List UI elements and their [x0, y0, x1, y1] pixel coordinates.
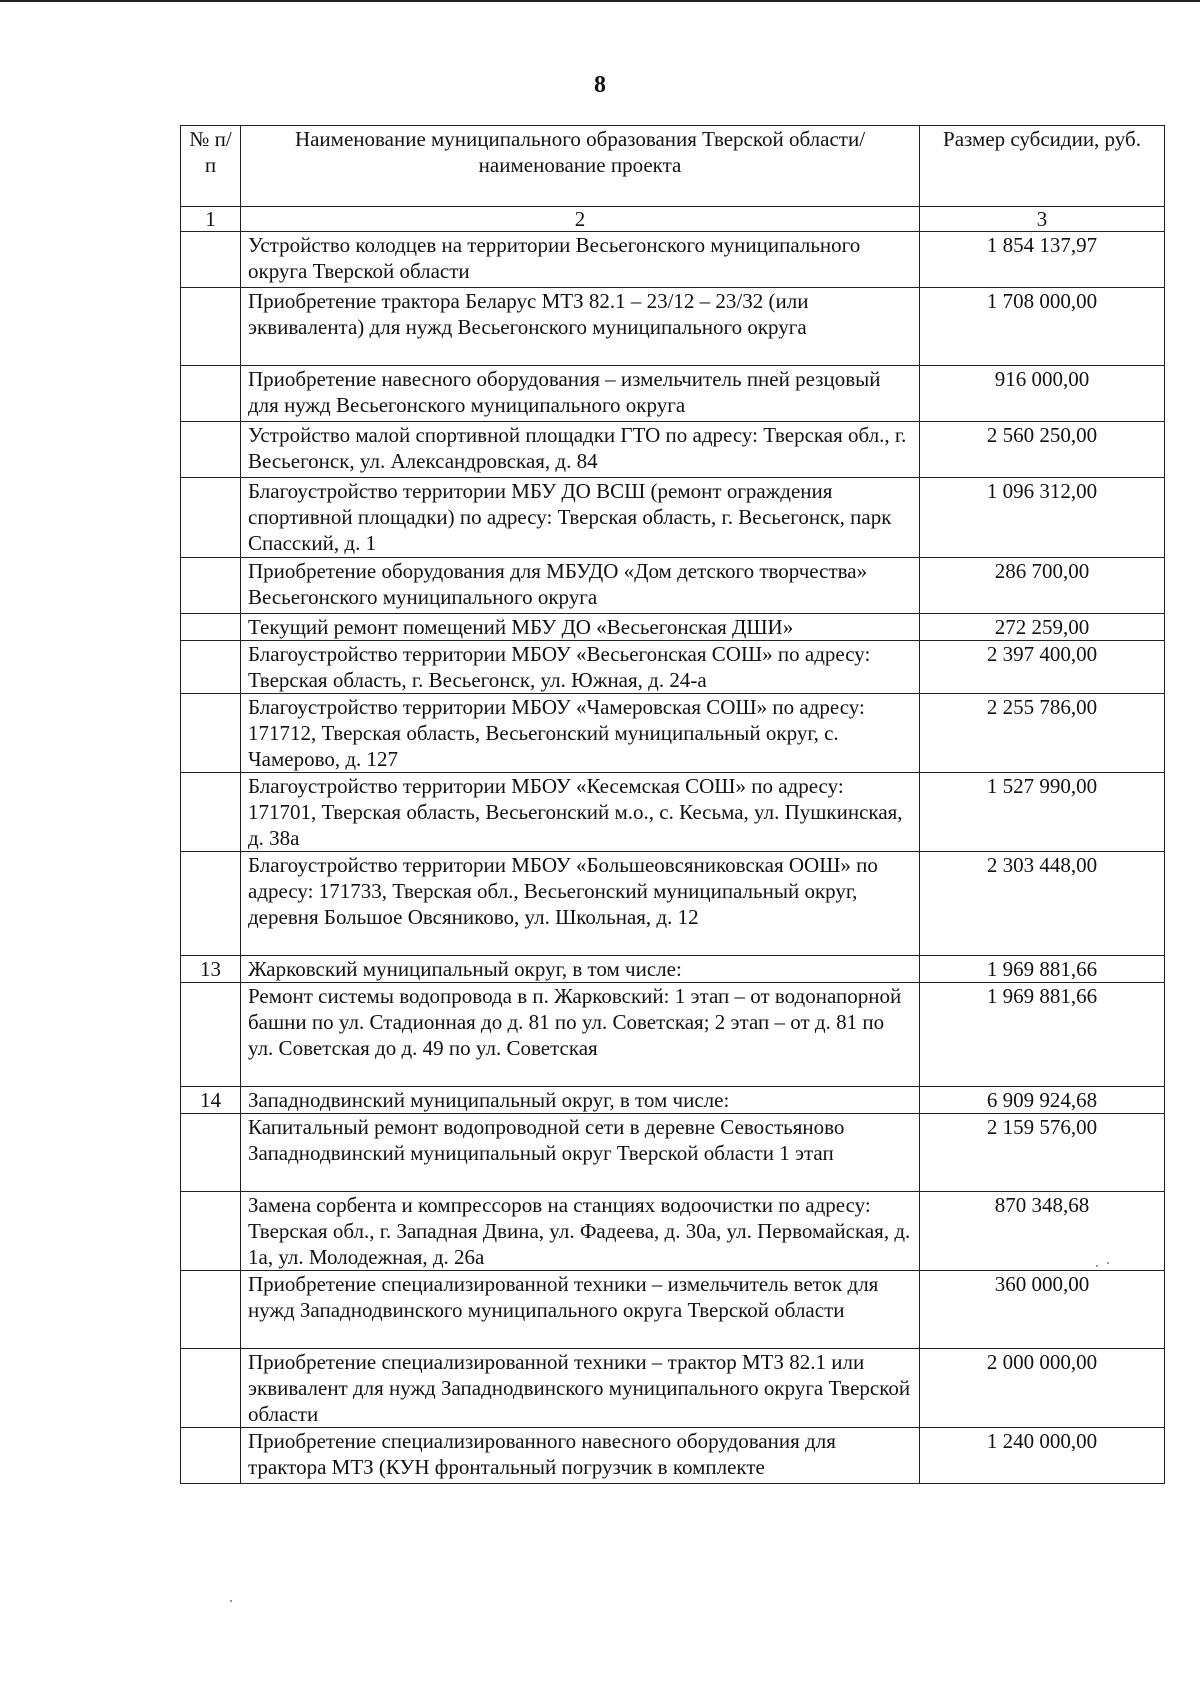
- table-row: [181, 614, 1165, 641]
- subsidy-table: [180, 125, 1165, 1484]
- table-row: [181, 1192, 1165, 1271]
- row-number: [181, 1114, 241, 1192]
- column-index: 2: [241, 207, 920, 232]
- row-number: [181, 641, 241, 694]
- row-number: [181, 366, 241, 422]
- subsidy-amount: 6 909 924,68: [920, 1087, 1165, 1114]
- table-row: [181, 1271, 1165, 1349]
- project-name: Замена сорбента и компрессоров на станциях водоочистки по адресу: Тверская обл., г. Западная Двина, ул. Фадеева, д. 30а, ул. Первомайская, д. 1а, ул. Молодежная, д. 26а: [241, 1192, 920, 1271]
- project-name: Приобретение специализированного навесного оборудования для трактора МТЗ (КУН фронтальный погрузчик в комплекте: [241, 1428, 920, 1484]
- subsidy-amount: 286 700,00: [920, 558, 1165, 614]
- project-name: Западнодвинский муниципальный округ, в том числе:: [241, 1087, 920, 1114]
- column-index: 3: [920, 207, 1165, 232]
- table-body: [181, 232, 1165, 1484]
- subsidy-amount: 1 240 000,00: [920, 1428, 1165, 1484]
- project-name: Устройство колодцев на территории Весьегонского муниципального округа Тверской области: [241, 232, 920, 288]
- subsidy-amount: 1 096 312,00: [920, 478, 1165, 558]
- column-index-row: [181, 207, 1165, 232]
- table-header-row: [181, 126, 1165, 207]
- row-number: 13: [181, 956, 241, 983]
- project-name: Текущий ремонт помещений МБУ ДО «Весьегонская ДШИ»: [241, 614, 920, 641]
- subsidy-amount: 1 854 137,97: [920, 232, 1165, 288]
- table-row: [181, 1349, 1165, 1428]
- project-name: Благоустройство территории МБОУ «Чамеровская СОШ» по адресу: 171712, Тверская область, Весьегонский муниципальный округ, с. Чамерово, д. 127: [241, 694, 920, 773]
- table-row: [181, 422, 1165, 478]
- row-number: [181, 1271, 241, 1349]
- subsidy-amount: 272 259,00: [920, 614, 1165, 641]
- subsidy-amount: 1 969 881,66: [920, 956, 1165, 983]
- row-number: [181, 1192, 241, 1271]
- table-row: [181, 288, 1165, 366]
- table-row: [181, 641, 1165, 694]
- project-name: Приобретение оборудования для МБУДО «Дом детского творчества» Весьегонского муниципального округа: [241, 558, 920, 614]
- subsidy-amount: 2 000 000,00: [920, 1349, 1165, 1428]
- subsidy-amount: 870 348,68: [920, 1192, 1165, 1271]
- row-number: [181, 694, 241, 773]
- row-number: [181, 852, 241, 956]
- row-number: [181, 1349, 241, 1428]
- header-name: Наименование муниципального образования Тверской области/наименование проекта: [241, 126, 920, 207]
- table-row: [181, 558, 1165, 614]
- subsidy-amount: 2 303 448,00: [920, 852, 1165, 956]
- header-subsidy-amount: Размер субсидии, руб.: [920, 126, 1165, 207]
- column-index: 1: [181, 207, 241, 232]
- subsidy-amount: 2 159 576,00: [920, 1114, 1165, 1192]
- scan-speck: [1096, 1265, 1098, 1267]
- subsidy-amount: 1 969 881,66: [920, 983, 1165, 1087]
- row-number: [181, 478, 241, 558]
- row-number: [181, 1428, 241, 1484]
- table-row: [181, 478, 1165, 558]
- table-row: [181, 1087, 1165, 1114]
- scan-speck: [1107, 1262, 1109, 1264]
- subsidy-amount: 1 708 000,00: [920, 288, 1165, 366]
- table-row: [181, 852, 1165, 956]
- project-name: Ремонт системы водопровода в п. Жарковский: 1 этап – от водонапорной башни по ул. Стадионная до д. 81 по ул. Советская; 2 этап – от д. 81 по ул. Советская до д. 49 по ул. Советская: [241, 983, 920, 1087]
- row-number: [181, 773, 241, 852]
- row-number: [181, 422, 241, 478]
- project-name: Благоустройство территории МБОУ «Весьегонская СОШ» по адресу: Тверская область, г. Весьегонск, ул. Южная, д. 24-а: [241, 641, 920, 694]
- table-row: [181, 1428, 1165, 1484]
- subsidy-amount: 2 255 786,00: [920, 694, 1165, 773]
- row-number: [181, 614, 241, 641]
- table-row: [181, 983, 1165, 1087]
- row-number: [181, 288, 241, 366]
- project-name: Приобретение навесного оборудования – измельчитель пней резцовый для нужд Весьегонского муниципального округа: [241, 366, 920, 422]
- subsidy-amount: 916 000,00: [920, 366, 1165, 422]
- subsidy-amount: 1 527 990,00: [920, 773, 1165, 852]
- project-name: Благоустройство территории МБОУ «Большеовсяниковская ООШ» по адресу: 171733, Тверская обл., Весьегонский муниципальный округ, деревня Большое Овсяниково, ул. Школьная, д. 12: [241, 852, 920, 956]
- project-name: Жарковский муниципальный округ, в том числе:: [241, 956, 920, 983]
- scan-top-border: [0, 0, 1200, 2]
- table-row: [181, 956, 1165, 983]
- row-number: [181, 983, 241, 1087]
- row-number: [181, 558, 241, 614]
- table-row: [181, 366, 1165, 422]
- project-name: Благоустройство территории МБУ ДО ВСШ (ремонт ограждения спортивной площадки) по адресу: Тверская область, г. Весьегонск, парк Спасский, д. 1: [241, 478, 920, 558]
- table-row: [181, 694, 1165, 773]
- page-number: 8: [594, 72, 606, 98]
- project-name: Приобретение специализированной техники – трактор МТЗ 82.1 или эквивалент для нужд Западнодвинского муниципального округа Тверской области: [241, 1349, 920, 1428]
- row-number: 14: [181, 1087, 241, 1114]
- project-name: Приобретение трактора Беларус МТЗ 82.1 – 23/12 – 23/32 (или эквивалента) для нужд Весьегонского муниципального округа: [241, 288, 920, 366]
- table-row: [181, 773, 1165, 852]
- project-name: Благоустройство территории МБОУ «Кесемская СОШ» по адресу: 171701, Тверская область, Весьегонский м.о., с. Кесьма, ул. Пушкинская, д. 38а: [241, 773, 920, 852]
- project-name: Устройство малой спортивной площадки ГТО по адресу: Тверская обл., г. Весьегонск, ул. Александровская, д. 84: [241, 422, 920, 478]
- subsidy-amount: 2 397 400,00: [920, 641, 1165, 694]
- row-number: [181, 232, 241, 288]
- scan-speck: [230, 1600, 232, 1602]
- subsidy-amount: 2 560 250,00: [920, 422, 1165, 478]
- table-row: [181, 232, 1165, 288]
- project-name: Капитальный ремонт водопроводной сети в деревне Севостьяново Западнодвинский муниципальный округ Тверской области 1 этап: [241, 1114, 920, 1192]
- subsidy-amount: 360 000,00: [920, 1271, 1165, 1349]
- project-name: Приобретение специализированной техники – измельчитель веток для нужд Западнодвинского муниципального округа Тверской области: [241, 1271, 920, 1349]
- table-row: [181, 1114, 1165, 1192]
- header-number: № п/п: [181, 126, 241, 207]
